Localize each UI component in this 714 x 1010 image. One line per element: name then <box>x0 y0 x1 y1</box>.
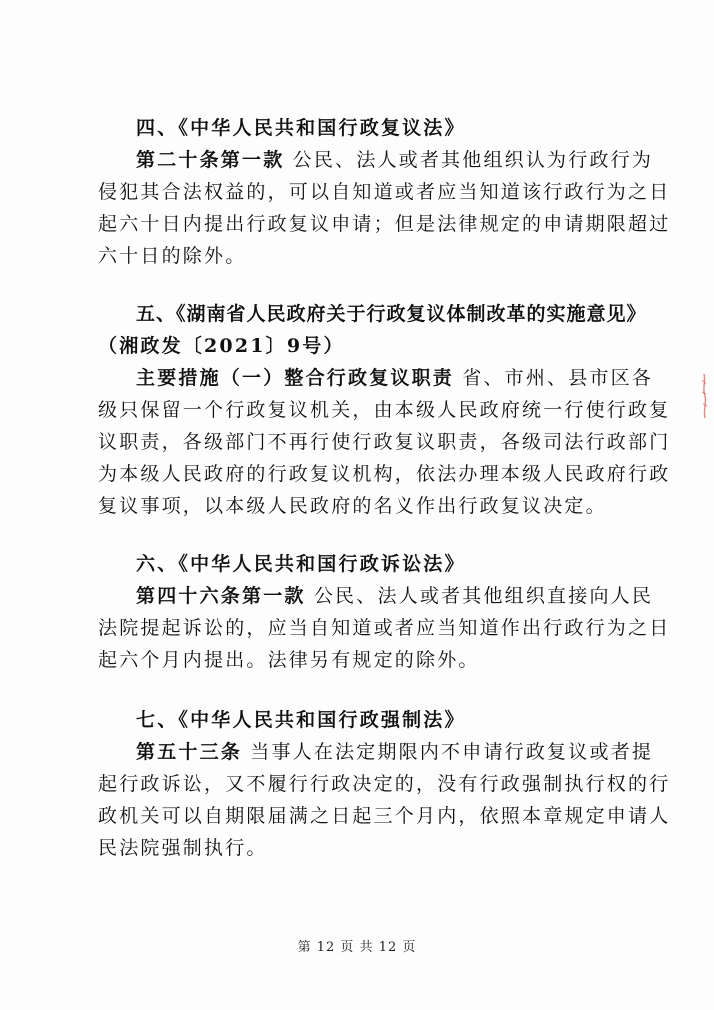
seal-fragment-icon <box>700 372 708 420</box>
paragraph-line: 起六个月内提出。法律另有规定的除外。 <box>98 649 480 671</box>
article-label: 第二十条第一款 <box>136 149 285 171</box>
section-heading: 七、《中华人民共和国行政强制法》 <box>136 709 466 731</box>
article-label: 第四十六条第一款 <box>136 585 306 607</box>
paragraph-line <box>136 740 656 764</box>
section-subheading: （湘政发〔2021〕9号） <box>98 335 345 357</box>
section-heading: 四、《中华人民共和国行政复议法》 <box>136 117 466 139</box>
paragraph-line: 为本级人民政府的行政复议机构，依法办理本级人民政府行政 <box>98 463 671 485</box>
paragraph-line <box>136 584 656 608</box>
section-heading: 六、《中华人民共和国行政诉讼法》 <box>136 553 466 575</box>
paragraph-line: 法院提起诉讼的，应当自知道或者应当知道作出行政行为之日 <box>98 617 671 639</box>
paragraph-line: 议职责，各级部门不再行使行政复议职责，各级司法行政部门 <box>98 431 671 453</box>
paragraph-line: 复议事项，以本级人民政府的名义作出行政复议决定。 <box>98 495 607 517</box>
paragraph-line: 起六十日内提出行政复议申请；但是法律规定的申请期限超过 <box>98 213 671 235</box>
article-label: 第五十三条 <box>136 741 243 763</box>
section-heading: 五、《湖南省人民政府关于行政复议体制改革的实施意见》 <box>136 303 647 325</box>
paragraph-line: 六十日的除外。 <box>98 245 247 267</box>
article-text: 省、市州、县市区各 <box>454 367 654 389</box>
paragraph-line: 政机关可以自期限届满之日起三个月内，依照本章规定申请人 <box>98 805 671 827</box>
paragraph-line <box>136 366 656 390</box>
paragraph-line: 级只保留一个行政复议机关，由本级人民政府统一行使行政复 <box>98 399 671 421</box>
paragraph-line: 民法院强制执行。 <box>98 837 268 859</box>
page-number-footer: 第 12 页 共 12 页 <box>297 940 417 955</box>
article-text: 公民、法人或者其他组织认为行政行为 <box>284 149 654 171</box>
paragraph-line <box>136 148 656 172</box>
article-label: 主要措施（一）整合行政复议职责 <box>136 367 455 389</box>
article-text: 当事人在法定期限内不申请行政复议或者提 <box>242 741 654 763</box>
article-text: 公民、法人或者其他组织直接向人民 <box>305 585 654 607</box>
paragraph-line: 侵犯其合法权益的，可以自知道或者应当知道该行政行为之日 <box>98 181 671 203</box>
paragraph-line: 起行政诉讼，又不履行行政决定的，没有行政强制执行权的行 <box>98 773 671 795</box>
